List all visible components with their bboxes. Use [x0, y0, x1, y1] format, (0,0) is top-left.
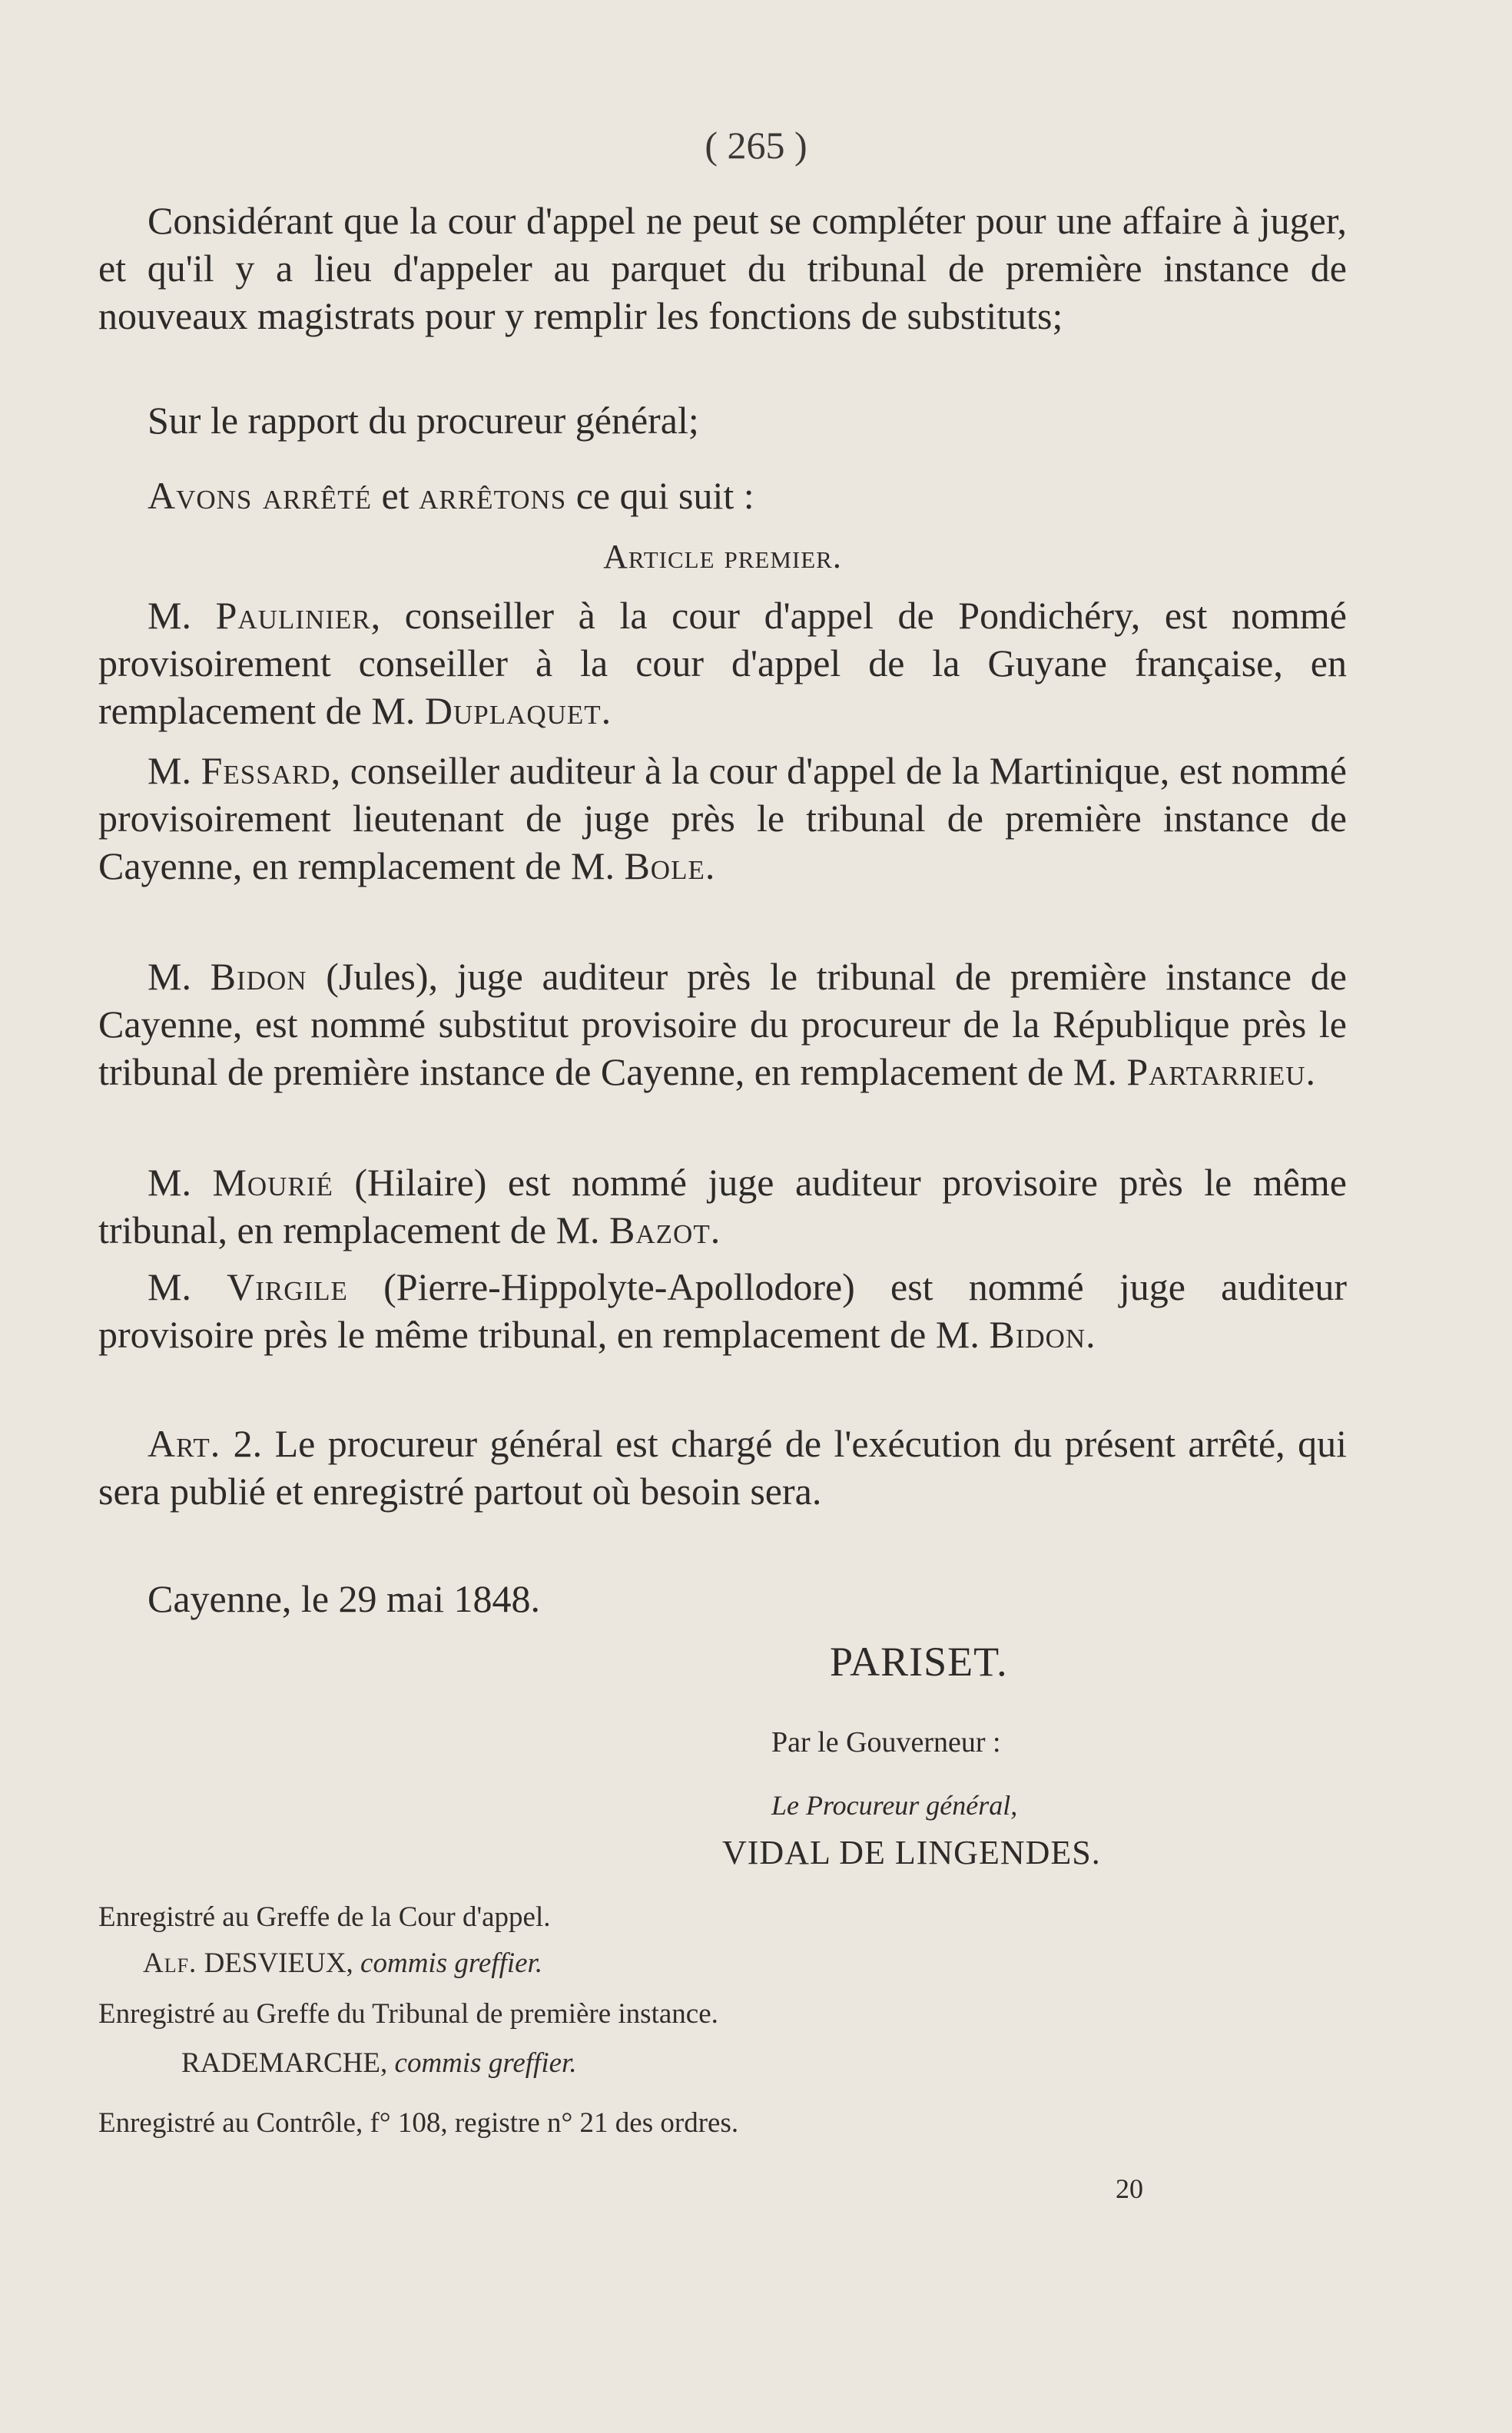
rademarche-name: RADEMARCHE, — [181, 2047, 395, 2079]
name-fessard: Fessard — [201, 749, 331, 792]
desvieux-role: commis greffier. — [360, 1947, 543, 1979]
art-label: Art. — [148, 1422, 221, 1465]
mr-prefix: M. — [148, 1161, 213, 1204]
registration-controle: Enregistré au Contrôle, f° 108, registre n° 21 des ordres. — [98, 2107, 739, 2139]
registration-cour-appel: Enregistré au Greffe de la Cour d'appel. — [98, 1901, 551, 1933]
mourie-text: (Hilaire) est nommé juge auditeur provisoire près le même tribunal, en remplacement de M. — [98, 1161, 1348, 1251]
period: . — [601, 689, 612, 732]
paragraph-article-2 — [98, 1420, 1347, 1515]
paragraph-rapport: Sur le rapport du procureur général; — [148, 399, 699, 442]
mr-prefix: M. — [148, 594, 216, 637]
avons-arrete-text: Avons arrêté — [148, 474, 373, 517]
paragraph-date: Cayenne, le 29 mai 1848. — [148, 1577, 540, 1620]
registration-tribunal: Enregistré au Greffe du Tribunal de première instance. — [98, 1998, 718, 2030]
signature-mark: 20 — [1116, 2173, 1143, 2204]
mr-prefix: M. — [148, 749, 201, 792]
paragraph-fessard — [98, 747, 1347, 890]
name-duplaquet: Duplaquet — [424, 689, 602, 732]
period: . — [1305, 1050, 1316, 1093]
article-heading: Article premier. — [603, 538, 842, 575]
procureur-signature: VIDAL DE LINGENDES. — [722, 1834, 1101, 1871]
par-le-gouverneur: Par le Gouverneur : — [771, 1726, 1001, 1758]
mr-prefix: M. — [148, 955, 211, 998]
period: . — [705, 844, 715, 887]
fessard-text: , conseiller auditeur à la cour d'appel de la Martinique, est nommé provisoirement lieutenant de juge près le tribunal de première instance de Cayenne, en remplacement de M. — [98, 749, 1348, 887]
paragraph-avons-arrete — [98, 472, 1347, 519]
paragraph-bidon — [98, 953, 1347, 1096]
paragraph-mourie — [98, 1158, 1347, 1254]
virgile-text: (Pierre-Hippolyte-Apollodore) est nommé juge auditeur provisoire près le même tribunal, en remplacement de M. — [98, 1265, 1347, 1356]
name-paulinier: Paulinier — [215, 594, 371, 637]
name-mourie: Mourié — [212, 1161, 333, 1204]
desvieux-name: DESVIEUX, — [197, 1947, 361, 1979]
name-bidon: Bidon — [210, 955, 307, 998]
name-bidon-2: Bidon — [989, 1313, 1086, 1356]
name-virgile: Virgile — [227, 1265, 348, 1308]
paulinier-text: , conseiller à la cour d'appel de Pondichéry, est nommé provisoirement conseiller à la cour d'appel de la Guyane française, en remplacement de M. — [98, 594, 1347, 732]
page-number: ( 265 ) — [705, 124, 807, 167]
rademarche-role: commis greffier. — [394, 2047, 577, 2079]
name-bazot: Bazot — [609, 1208, 711, 1251]
article-2-text: 2. Le procureur général est chargé de l'exécution du présent arrêté, qui sera publié et enregistré partout où besoin sera. — [98, 1422, 1347, 1513]
et-text: et — [372, 474, 419, 517]
alf-label: Alf. — [143, 1947, 197, 1979]
arretons-text: arrêtons — [419, 474, 567, 517]
period: . — [710, 1208, 721, 1251]
paragraph-considerant: Considérant que la cour d'appel ne peut se compléter pour une affaire à juger, et qu'il y a lieu d'appeler au parquet du tribunal de première instance de nouveaux magistrats pour y remplir les fonctions de substituts; — [98, 199, 1347, 337]
period: . — [1086, 1313, 1096, 1356]
registration-desvieux — [143, 1947, 542, 1980]
paragraph-paulinier — [98, 592, 1347, 734]
registration-rademarche — [181, 2047, 577, 2080]
paragraph-virgile — [98, 1263, 1347, 1358]
ce-qui-suit-text: ce qui suit : — [566, 474, 754, 517]
procureur-title: Le Procureur général, — [771, 1790, 1018, 1821]
bidon-text: (Jules), juge auditeur près le tribunal de première instance de Cayenne, est nommé substitut provisoire du procureur de la République près le tribunal de première instance de Cayenne, en remplacement de M. — [98, 955, 1347, 1093]
name-partarrieu: Partarrieu — [1126, 1050, 1306, 1093]
governor-signature: PARISET. — [830, 1639, 1008, 1685]
mr-prefix: M. — [148, 1265, 227, 1308]
name-bole: Bole — [624, 844, 705, 887]
